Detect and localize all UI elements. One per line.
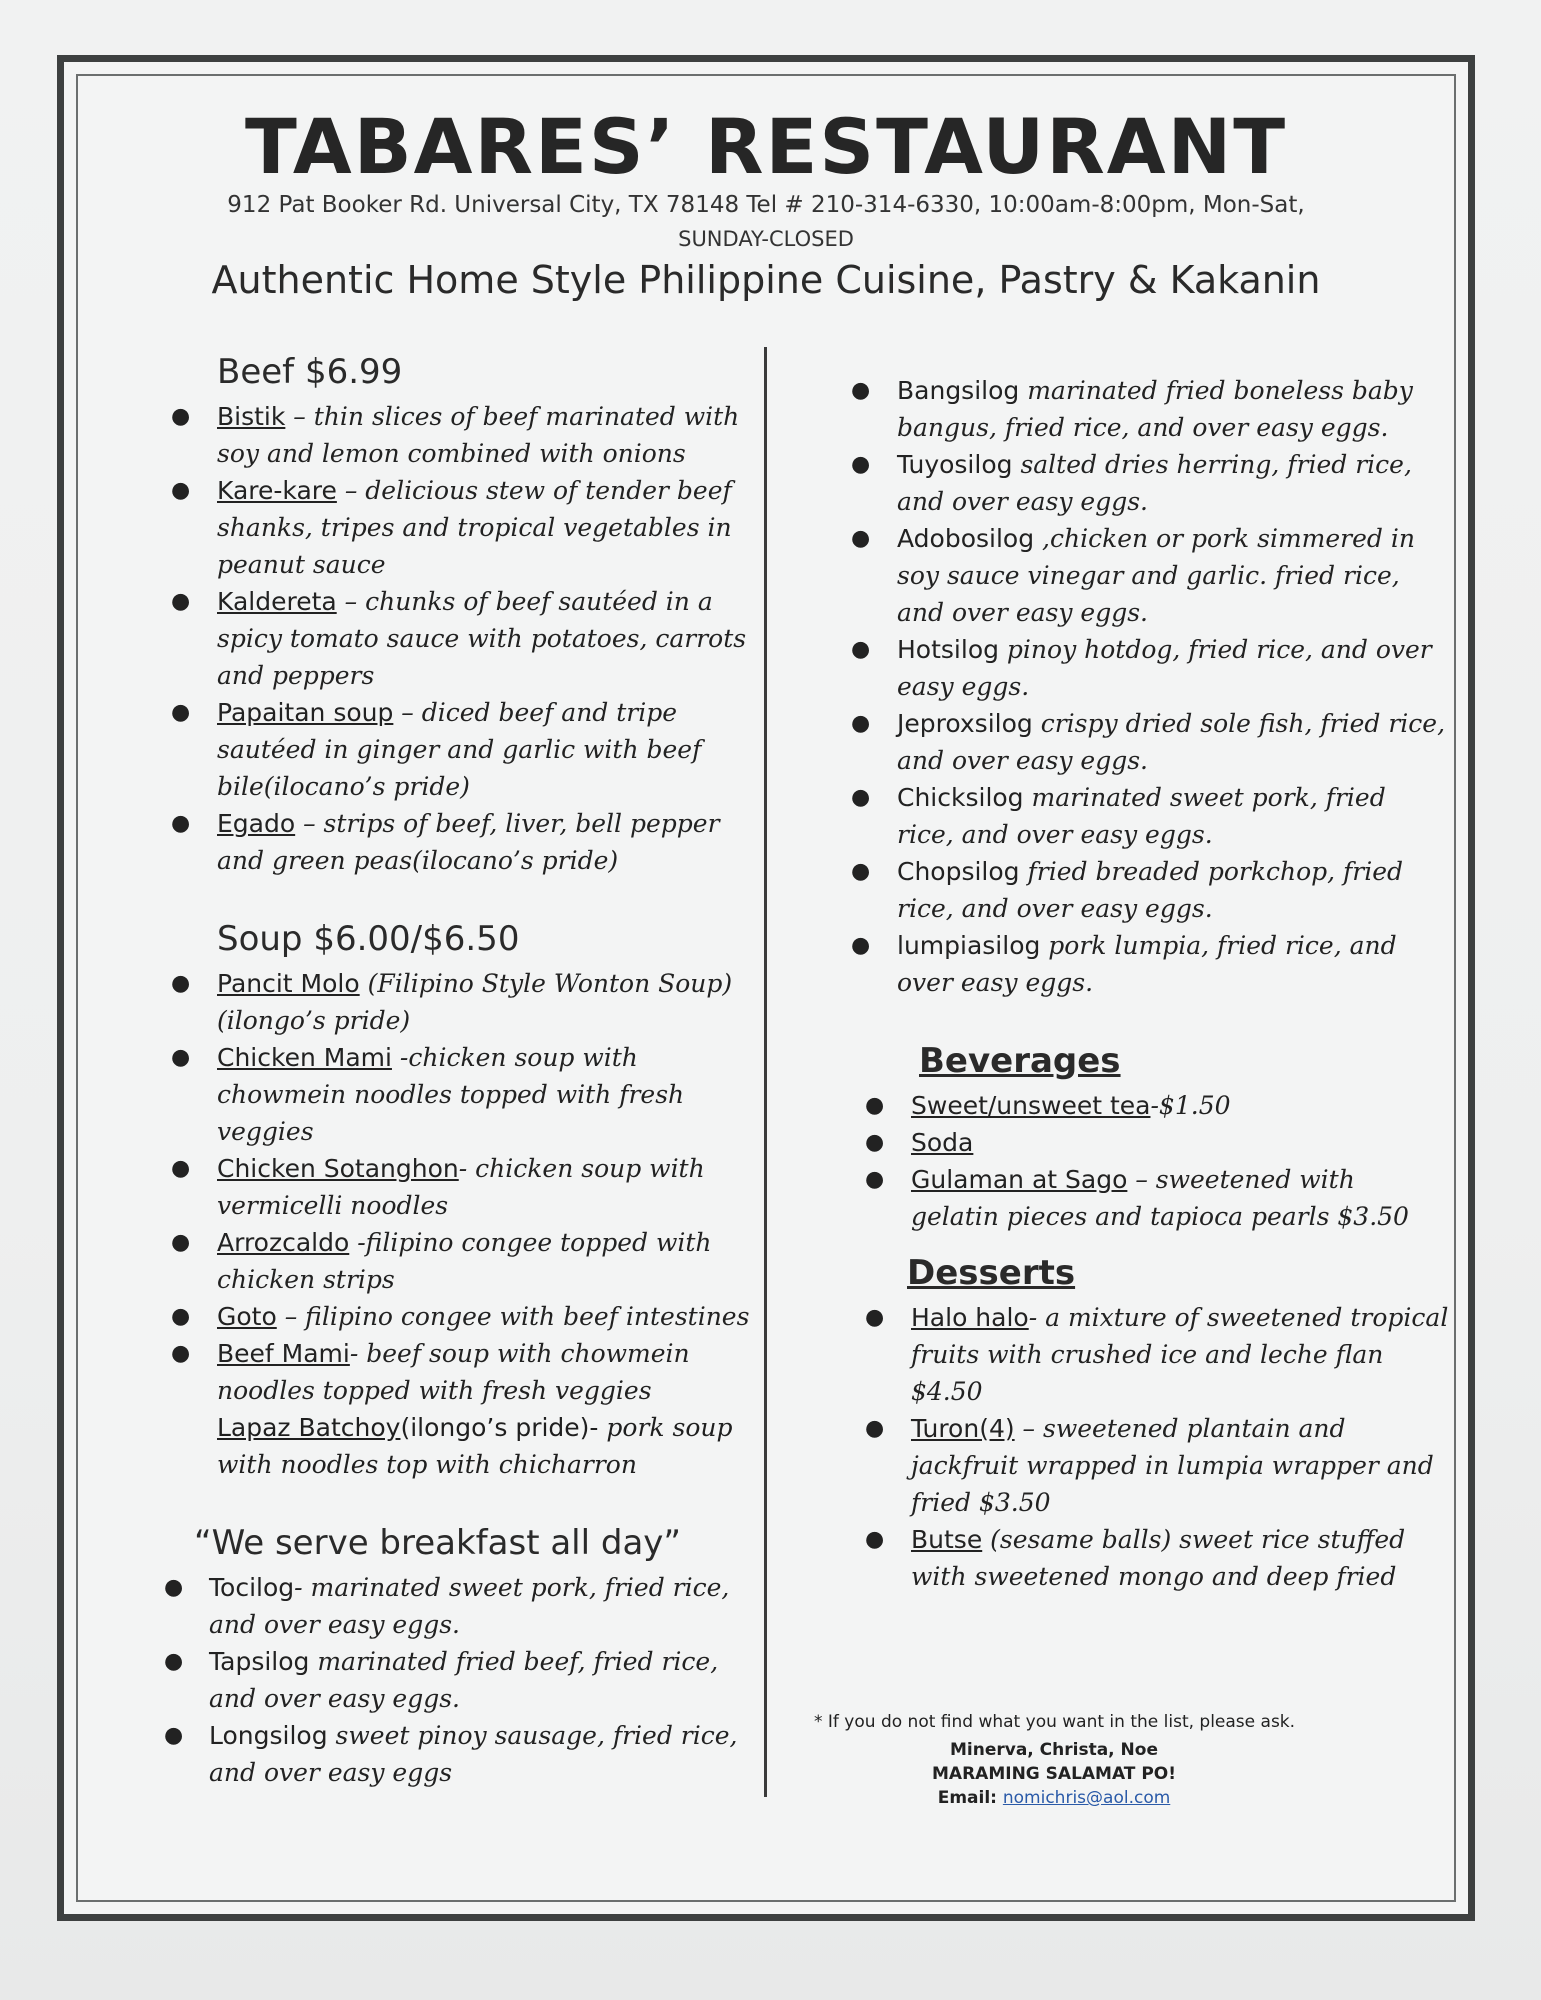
item-desc: (sesame balls) sweet rice stuffed with sweetened mongo and deep fried [911,1525,1406,1591]
item-desc: ,chicken or pork simmered in soy sauce vinegar and garlic. fried rice, and over easy eggs. [897,524,1415,627]
soup-section-title: Soup $6.00/$6.50 [217,919,520,959]
bullet-icon: ● [851,933,871,958]
tagline: Authentic Home Style Philippine Cuisine, Pastry & Kakanin [211,258,1321,302]
item-name: Sweet/unsweet tea [911,1091,1151,1120]
closed-notice: SUNDAY-CLOSED [678,227,854,251]
item-name: Arrozcaldo [217,1228,350,1257]
bullet-icon: ● [865,1130,885,1155]
item-desc: – delicious stew of tender beef shanks, tripes and tropical vegetables in peanut sauce [217,476,732,579]
menu-item [799,1161,1449,1235]
bullet-icon: ● [865,1416,885,1441]
menu-item [109,1039,759,1150]
menu-item [799,1410,1449,1521]
menu-frame [57,55,1475,1921]
restaurant-title: TABARES’ RESTAURANT [244,102,1288,191]
breakfast-list-right [799,372,1449,1001]
beverages-section [799,1041,1449,1235]
menu-item [109,1150,759,1224]
bullet-icon: ● [171,811,191,836]
bullet-icon: ● [865,1167,885,1192]
bullet-icon: ● [171,1156,191,1181]
item-name: Chicken Sotanghon [217,1154,459,1183]
item-desc: – sweetened with gelatin pieces and tapioca pearls $3.50 [911,1165,1409,1231]
menu-item [109,1569,759,1643]
menu-item [799,1124,1449,1161]
item-name: Chicksilog [897,783,1024,812]
menu-item [799,779,1449,853]
beef-section-title: Beef $6.99 [217,352,403,392]
menu-item [109,965,759,1039]
item-name: Soda [911,1128,974,1157]
bullet-icon: ● [171,478,191,503]
bullet-icon: ● [851,711,871,736]
item-desc: marinated fried beef, fried rice, and over easy eggs. [209,1647,719,1713]
item-desc: – strips of beef, liver, bell pepper and green peas(ilocano’s pride) [217,809,720,875]
bullet-icon: ● [171,1230,191,1255]
menu-item [109,1224,759,1298]
bullet-icon: ● [851,452,871,477]
item-desc: - chicken soup with vermicelli noodles [217,1154,705,1220]
column-divider [764,347,767,1797]
breakfast-section-title: “We serve breakfast all day” [194,1523,682,1563]
item-desc: - beef soup with chowmein noodles topped with fresh veggies [217,1339,690,1405]
item-desc: -chicken soup with chowmein noodles topped with fresh veggies [217,1043,685,1146]
menu-item [799,631,1449,705]
item-desc: – chunks of beef sautéed in a spicy tomato sauce with potatoes, carrots and peppers [217,587,747,690]
menu-item [109,398,759,472]
breakfast-list-left [109,1569,759,1791]
email-label: Email: [937,1788,1003,1808]
menu-item [799,705,1449,779]
menu-item [109,1298,759,1335]
bullet-icon: ● [865,1305,885,1330]
bullet-icon: ● [164,1575,184,1600]
item-name: Bangsilog [897,376,1020,405]
item-name: Chicken Mami [217,1043,392,1072]
footer-note: * If you do not find what you want in the list, please ask. [814,1712,1296,1732]
item-desc: salted dries herring, fried rice, and over easy eggs. [897,450,1412,516]
bullet-icon: ● [865,1527,885,1552]
menu-item [109,805,759,879]
beverages-section-title: Beverages [919,1041,1121,1081]
item-desc: -filipino congee topped with chicken strips [217,1228,712,1294]
email-link[interactable]: nomichris@aol.com [1002,1788,1171,1808]
menu-item [799,1087,1449,1124]
item-desc: – sweetened plantain and jackfruit wrapped in lumpia wrapper and fried $3.50 [911,1414,1434,1517]
item-name: Butse [911,1525,983,1554]
thanks-line: MARAMING SALAMAT PO! [932,1764,1176,1784]
item-desc: – diced beef and tripe sautéed in ginger and garlic with beef bile(ilocano’s pride) [217,698,702,801]
bullet-icon: ● [865,1093,885,1118]
bullet-icon: ● [851,859,871,884]
item-desc: marinated sweet pork, fried rice, and over easy eggs. [897,783,1386,849]
item-name: Hotsilog [897,635,999,664]
item-name: Gulaman at Sago [911,1165,1128,1194]
menu-item [799,927,1449,1001]
menu-item [799,520,1449,631]
item-name: Tuyosilog [897,450,1013,479]
item-desc: – filipino congee with beef intestines [276,1302,750,1331]
beverages-list [799,1087,1449,1235]
item-desc: marinated fried boneless baby bangus, fried rice, and over easy eggs. [897,376,1413,442]
menu-item [109,472,759,583]
desserts-list [799,1299,1449,1595]
bullet-icon: ● [851,378,871,403]
item-name: Papaitan soup [217,698,394,727]
menu-item [109,1643,759,1717]
bullet-icon: ● [171,589,191,614]
menu-item [109,1717,759,1791]
bullet-icon: ● [851,785,871,810]
item-desc: sweet pinoy sausage, fried rice, and over easy eggs [209,1721,738,1787]
menu-item [109,1335,759,1409]
menu-item-lapaz-batchoy [109,1409,759,1483]
item-name: Lapaz Batchoy [217,1413,401,1442]
item-price: -$1.50 [1150,1091,1231,1120]
bullet-icon: ● [171,1341,191,1366]
bullet-icon: ● [171,1045,191,1070]
item-desc: - a mixture of sweetened tropical fruits with crushed ice and leche flan $4.50 [911,1303,1449,1406]
item-desc: pork lumpia, fried rice, and over easy eggs. [897,931,1397,997]
menu-item [799,853,1449,927]
menu-item [799,1521,1449,1595]
bullet-icon: ● [171,1304,191,1329]
bullet-icon: ● [171,404,191,429]
item-desc: - marinated sweet pork, fried rice, and over easy eggs. [209,1573,730,1639]
item-name: Bistik [217,402,286,431]
item-name: Beef Mami [217,1339,350,1368]
desserts-section-title: Desserts [907,1253,1076,1293]
bullet-icon: ● [164,1649,184,1674]
item-name: lumpiasilog [897,931,1041,960]
item-name: Turon(4) [911,1414,1015,1443]
item-desc: (Filipino Style Wonton Soup)(ilongo’s pride) [217,969,733,1035]
desserts-section [799,1253,1449,1595]
right-column [799,372,1449,1595]
item-desc: pinoy hotdog, fried rice, and over easy eggs. [897,635,1432,701]
item-name: Halo halo [911,1303,1029,1332]
item-name: Jeproxsilog [897,709,1033,738]
item-name: Chopsilog [897,857,1020,886]
item-name: Kaldereta [217,587,337,616]
item-desc: crispy dried sole fish, fried rice, and over easy eggs. [897,709,1446,775]
email-line [854,1788,1254,1808]
staff-names: Minerva, Christa, Noe [949,1740,1158,1760]
item-name: Tapsilog [209,1647,310,1676]
item-name: Adobosilog [897,524,1035,553]
item-name: Tocilog [209,1573,295,1602]
item-name: Longsilog [209,1721,328,1750]
bullet-icon: ● [171,971,191,996]
item-note: (ilongo’s pride)- [400,1413,599,1442]
bullet-icon: ● [851,637,871,662]
beef-list [109,398,759,879]
bullet-icon: ● [851,526,871,551]
item-desc: fried breaded porkchop, fried rice, and over easy eggs. [897,857,1404,923]
bullet-icon: ● [164,1723,184,1748]
item-name: Goto [217,1302,277,1331]
item-desc: – thin slices of beef marinated with soy and lemon combined with onions [217,402,740,468]
menu-item [109,694,759,805]
address-line: 912 Pat Booker Rd. Universal City, TX 78148 Tel # 210-314-6330, 10:00am-8:00pm, Mon-Sat, [227,192,1305,218]
menu-item [799,446,1449,520]
menu-item [799,1299,1449,1410]
item-name: Pancit Molo [217,969,360,998]
soup-list [109,965,759,1409]
bullet-icon: ● [171,700,191,725]
menu-item [799,372,1449,446]
left-column [109,352,759,1791]
item-desc: pork soup with noodles top with chicharron [217,1413,733,1479]
item-name: Egado [217,809,296,838]
item-name: Kare-kare [217,476,337,505]
menu-item [109,583,759,694]
